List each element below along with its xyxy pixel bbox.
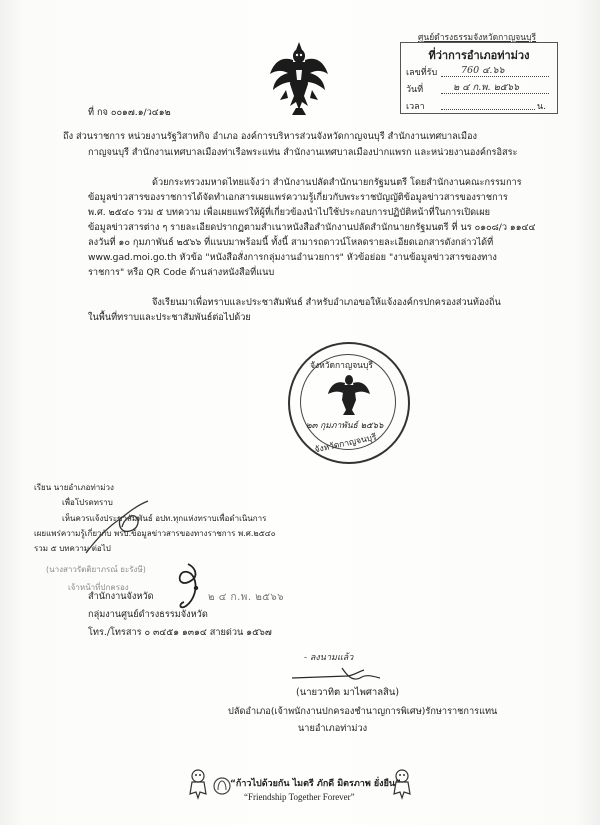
receipt-time-line <box>441 109 535 110</box>
approval-signer-name: (นายวาทิต มาไพศาลสิน) <box>296 687 400 698</box>
sender-signature-icon <box>168 558 208 614</box>
body-para2-line-2: ในพื้นที่ทราบและประชาสัมพันธ์ต่อไปด้วย <box>88 312 251 323</box>
recipients-line-1: ถึง ส่วนราชการ หน่วยงานรัฐวิสาหกิจ อำเภอ องค์การบริหารส่วนจังหวัดกาญจนบุรี สำนักงานเทศบาลเมือง <box>63 131 477 142</box>
province-seal <box>288 342 410 464</box>
recipients-line-2: กาญจนบุรี สำนักงานเทศบาลเมืองท่าเรือพระแท่น สำนักงานเทศบาลเมืองปากแพรก และหน่วยงานองค์กรอิสระ <box>88 147 518 158</box>
receipt-stamp <box>400 42 558 114</box>
province-seal-date: ๒๓ กุมภาพันธ์ ๒๕๖๖ <box>306 421 384 431</box>
body-para1-line-7: ราชการ" หรือ QR Code ด้านล่างหนังสือที่แนบ <box>88 267 275 278</box>
receipt-no-label: เลขที่รับ <box>406 68 438 78</box>
approval-signer-title-2: นายอำเภอท่าม่วง <box>298 723 368 734</box>
sender-group: กลุ่มงานศูนย์ดำรงธรรมจังหวัด <box>88 609 208 620</box>
province-seal-top-text: จังหวัดกาญจนบุรี <box>310 361 373 371</box>
annotation-signer-name: (นางสาวรัตติยาภรณ์ ยะรังษี) <box>46 565 146 574</box>
receipt-date-value: ๒ ๔ ก.พ. ๒๕๖๖ <box>453 82 520 93</box>
annotation-signature-icon <box>78 497 158 559</box>
receipt-time-suffix: น. <box>537 102 547 112</box>
annotation-line-1: เรียน นายอำเภอท่าม่วง <box>34 483 114 492</box>
annotation-line-4: เผยแพร่ความรู้เกี่ยวกับ พรบ.ข้อมูลข่าวสารของทางราชการ พ.ศ.๒๕๔๐ <box>34 529 276 538</box>
annotation-signer-title: เจ้าหน้าที่ปกครอง <box>68 583 129 592</box>
garuda-emblem-icon <box>268 40 330 116</box>
receipt-time-label: เวลา <box>406 102 425 112</box>
asean-logo-icon <box>212 776 232 796</box>
receipt-office: ที่ว่าการอำเภอท่าม่วง <box>428 49 530 62</box>
receipt-no-value: 760 ๔.๖๖ <box>461 65 505 76</box>
footer-slogan-th: “ก้าวไปด้วยกัน ไมตรี ภักดี มิตรภาพ ยั่งยืน” <box>230 779 401 789</box>
sender-phone: โทร./โทรสาร ๐ ๓๔๕๑ ๑๓๑๔ สายด่วน ๑๕๖๗ <box>88 627 272 638</box>
mascot-right-icon <box>390 768 414 800</box>
body-para1-line-5: ลงวันที่ ๑๐ กุมภาพันธ์ ๒๕๖๖ ที่แนบมาพร้อมนี้ ทั้งนี้ สามารถดาวน์โหลดรายละเอียดเอกสารดังกล่าวได้ที่ <box>88 237 494 248</box>
body-para1-line-4: ข้อมูลข่าวสารต่าง ๆ รายละเอียดปรากฏตามสำเนาหนังสือสำนักงานปลัดสำนักนายกรัฐมนตรี ที่ นร ๐๑๐๘/ว ๑๑๔๔ <box>88 222 536 233</box>
annotation-line-5: รวม ๕ บทความ ต่อไป <box>34 544 111 553</box>
agency-line: ศูนย์ดำรงธรรมจังหวัดกาญจนบุรี <box>418 33 537 43</box>
approval-note: - ลงนามแล้ว <box>304 653 354 663</box>
province-seal-bottom-text: จังหวัดกาญจนบุรี <box>313 432 378 456</box>
document-number: ที่ กจ ๐๐๑๗.๑/ว๔๑๒ <box>88 107 171 118</box>
approval-signer-title-1: ปลัดอำเภอ(เจ้าพนักงานปกครองชำนาญการพิเศษ)รักษาราชการแทน <box>228 706 498 717</box>
annotation-line-3: เห็นควรแจ้งประชาสัมพันธ์ อปท.ทุกแห่งทราบเพื่อดำเนินการ <box>62 514 267 523</box>
footer-slogan-en: “Friendship Together Forever” <box>244 792 355 802</box>
body-para2-line-1: จึงเรียนมาเพื่อทราบและประชาสัมพันธ์ สำหรับอำเภอขอให้แจ้งองค์กรปกครองส่วนท้องถิ่น <box>152 297 501 308</box>
approval-signature-icon <box>288 664 384 686</box>
receipt-date-label: วันที่ <box>406 85 424 95</box>
body-para1-line-1: ด้วยกระทรวงมหาดไทยแจ้งว่า สำนักงานปลัดสำนักนายกรัฐมนตรี โดยสำนักงานคณะกรรมการ <box>152 177 522 188</box>
body-para1-line-3: พ.ศ. ๒๕๔๐ รวม ๕ บทความ เพื่อเผยแพร่ให้ผู้ที่เกี่ยวข้องนำไปใช้ประกอบการปฏิบัติหน้าที่ในการเปิดเผย <box>88 207 490 218</box>
garuda-seal-icon <box>326 370 372 416</box>
mascot-left-icon <box>186 768 210 800</box>
sender-stamp-date: ๒ ๔ ก.พ. ๒๕๖๖ <box>208 592 285 603</box>
body-para1-line-2: ข้อมูลข่าวสารของราชการได้จัดทำเอกสารเผยแพร่ความรู้เกี่ยวกับพระราชบัญญัติข้อมูลข่าวสารของราชการ <box>88 192 508 203</box>
annotation-line-2: เพื่อโปรดทราบ <box>62 498 113 507</box>
body-para1-line-6: www.gad.moi.go.th หัวข้อ "หนังสือสั่งการกลุ่มงานอำนวยการ" หัวข้อย่อย "งานข้อมูลข่าวสารของทาง <box>88 252 497 263</box>
sender-office: สำนักงานจังหวัด <box>88 591 154 602</box>
